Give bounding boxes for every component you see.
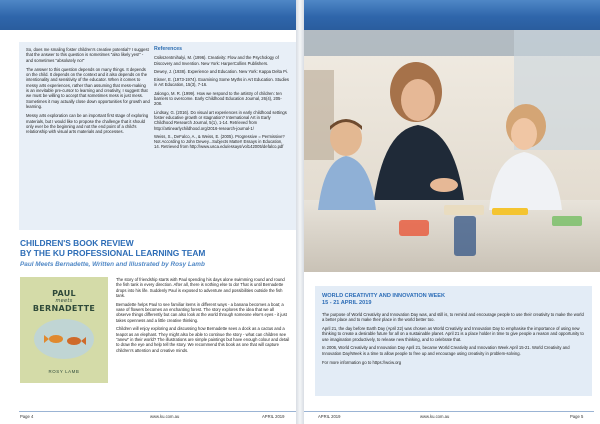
footer-rule-right	[304, 411, 594, 412]
article-paragraph: So, does me smaling foster children's creative potential? I suggest that the answer to this question is sometimes "also likely yes!" - and sometimes "absolutely no!"	[26, 47, 149, 63]
footer-rule-left	[19, 411, 296, 412]
left-footer-site[interactable]: www.ku.com.au	[150, 414, 180, 419]
wciw-link[interactable]: For more information go to https://wciw.org	[322, 359, 402, 365]
references-title: References	[154, 46, 182, 52]
right-footer-date: APRIL 2019	[318, 414, 341, 419]
review-paragraph: Children will enjoy exploring and discussing how Bernadette sees a dock as a cactus and a teapot as an elephant. They might also be able to continue the story - what can children see "anew" in their world? The illustrations are simple paintings but have enough colour and detail to draw the eye and help tell the story. We recommend this book as one that will capture children's attention and creative minds.	[116, 326, 290, 353]
classroom-photo	[304, 30, 600, 272]
left-page-header-band	[0, 0, 296, 30]
wciw-paragraph: The purpose of World Creativity and Innovation Day was, and still is, to remind and encourage people to use their creativity to make the world a better place and to make their place in the world better too.	[322, 312, 584, 323]
page-gutter	[296, 0, 304, 424]
review-subtitle: Paul Meets Bernadette, Written and Illustrated by Rosy Lamb	[20, 261, 205, 268]
left-footer-date: APRIL 2019	[262, 414, 285, 419]
review-paragraph: Bernadette helps Paul to see familiar items in different ways - a banana becomes a boat; a vase of flowers becomes an enchanting forest. The story explores the idea that we all observe things differently but can also look at the world through someone else's eyes - it just takes openness and a little creative thinking.	[116, 301, 287, 323]
book-title-line: meets	[55, 298, 73, 304]
book-cover-author: ROSY LAMB	[48, 369, 80, 374]
wciw-paragraph: April 21, the day before Earth Day (April 22) was chosen as World Creativity and Innovation Day to emphasise the importance of using new thinking to create a desirable future for all on a sustainable planet. April 21 is a place holder in time to give people a reason and opportunity to use imagination productively, to release new thinking, and to celebrate that.	[322, 326, 584, 342]
review-heading-line1: CHILDREN'S BOOK REVIEW	[20, 238, 134, 248]
book-cover	[20, 277, 108, 383]
references	[154, 47, 289, 153]
classroom-photo-illustration	[304, 30, 600, 272]
book-cover-title	[20, 289, 108, 313]
article-paragraph: The answer to this question depends on many things. It depends on the child. It depends on the context and it also depends on the intentionality and sensitivity of the educator. When it comes to messy arts experiences, rather than assuming that mess-making is an inevitable pre-cursor to learning and creativity, I suggest that we must be willing to accept that sometimes mess is just mess. Sometimes it may actually close down opportunities for growth and learning.	[26, 66, 150, 109]
reference-item: Jalongo, M. R. (1999). How we respond to the artistry of children: ten barriers to overcome. Early Childhood Education Journal, 26(4), 205-208.	[154, 90, 282, 107]
wciw-heading	[322, 293, 582, 307]
right-page-number: Page 5	[570, 414, 584, 419]
review-paragraph: The story of friendship starts with Paul spending his days alone swimming round and round the fish tank in every direction. After all, there is nothing else to do! That is until Bernadette drops into his life. Suddenly Paul is exposed to adventure and possibilities outside the fish tank.	[116, 277, 285, 298]
wciw-heading-line2: 15 - 21 APRIL 2019	[322, 300, 372, 306]
article-paragraph: Messy arts exploration can be an important first stage of exploring materials, but I would like to propose the challenge that it should only ever be the beginning and not the end point of a child's relationship with visual arts materials and processes.	[26, 113, 149, 135]
wciw-paragraph: In 2006, World Creativity and Innovation Day April 21, became World Creativity and Innovation Week April 15-21. World Creativity and Innovation Day/Week is a time to allow people to free up and encourage using creativity in problem-solving.	[322, 345, 570, 356]
reference-item: Lindsay, G. (2016). Do visual art experiences in early childhood settings foster educative growth or stagnation? International Art in Early Childhood Research Journal, 5(1), 1-14. Retrieved from http://artinearlychildhood.org/2016-research-journal-1/	[154, 109, 287, 131]
review-body	[116, 277, 290, 356]
reference-item: Eisner, E. (1973-1974). Examining Some Myths in Art Education. Studies in Art Education, 15(3), 7-16.	[154, 77, 289, 88]
wciw-heading-line1: WORLD CREATIVITY AND INNOVATION WEEK	[322, 293, 446, 299]
left-page-number: Page 4	[20, 414, 34, 419]
reference-item: Csikszentmihalyi, M. (1996). Creativity: Flow and the Psychology of Discovery and Invention. New York: HarperCollins Publishers.	[154, 55, 279, 66]
review-heading-line2: BY THE KU PROFESSIONAL LEARNING TEAM	[20, 248, 206, 258]
article-body	[26, 47, 150, 138]
book-title-line: BERNADETTE	[32, 304, 96, 313]
reference-item: Dewey, J. (1938). Experience and Education. New York: Kappa Delta Pi.	[154, 68, 288, 74]
book-title-line: PAUL	[52, 289, 76, 298]
reference-item: Weiss, S., DeFalco, A., & Weiss, E. (2005). Progressive = Permissive? Not According to John Dewey...Subjects Matter! Essays in Education, 14. Retrieved from http://www.usca.edu/essays/vol142005/defalco.pdf	[154, 133, 285, 150]
review-heading	[20, 238, 290, 258]
right-page-header-band	[304, 0, 600, 30]
right-footer-site[interactable]: www.ku.com.au	[420, 414, 450, 419]
wciw-body	[322, 312, 585, 368]
